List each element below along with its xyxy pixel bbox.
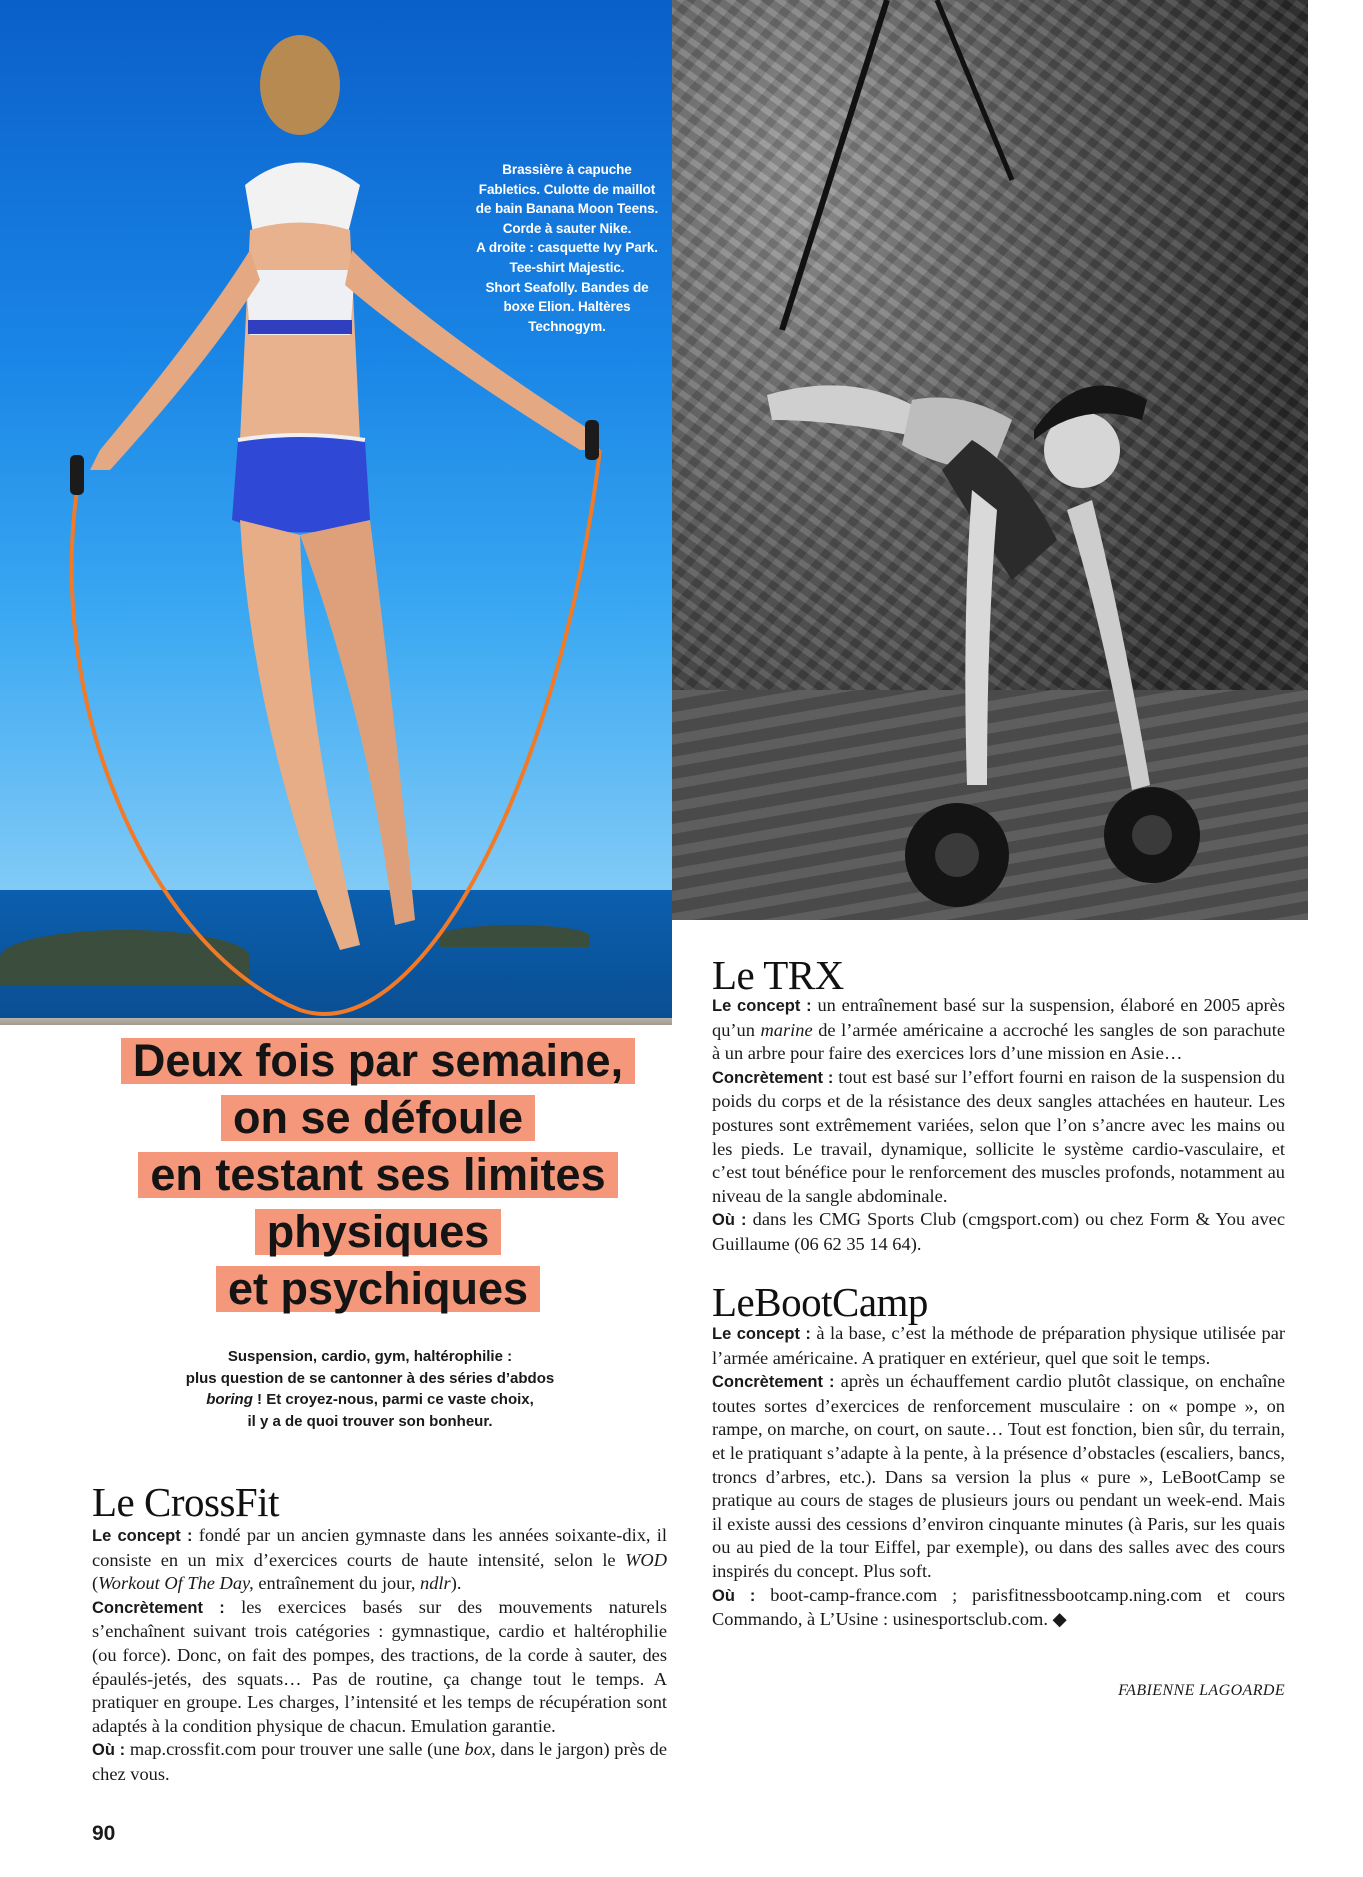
ou-label: Où :: [712, 1586, 756, 1605]
trx-concretement: [712, 1066, 1285, 1209]
intro-line: Suspension, cardio, gym, haltérophilie :: [227, 1348, 513, 1365]
crossfit-ou: [92, 1738, 667, 1786]
concept-text: à la base, c’est la méthode de préparation physique utilisée par l’armée américaine. A pratiquer en extérieur, quel que soit le temps.: [712, 1323, 1285, 1368]
concept-italic: WOD: [625, 1549, 667, 1570]
ou-text: dans les CMG Sports Club (cmgsport.com) ou chez Form & You avec Guillaume (06 62 35 14 64).: [712, 1209, 1285, 1254]
concretement-text: les exercices basés sur des mouvements naturels s’enchaînent suivant trois catégories : gymnastique, cardio et haltérophilie (ou force). Donc, on fait des pompes, des tractions, de la corde à sauter, des épaulés-jetés, des squats… Pas de routine, ça change tout le temps. A pratiquer en groupe. Les charges, l’intensité et les temps de récupération sont adaptés à la condition physique de chacun. Emulation garantie.: [92, 1596, 667, 1736]
caption-line: A droite : casquette Ivy Park.: [476, 240, 658, 256]
crossfit-title: Le CrossFit: [92, 1479, 279, 1525]
crossfit-concretement: [92, 1596, 667, 1739]
bootcamp-concept: [712, 1322, 1285, 1370]
ou-text: boot-camp-france.com ; parisfitnessbootcamp.ning.com et cours Commando, à L’Usine : usinesportsclub.com. ◆: [712, 1584, 1285, 1630]
concretement-text: après un échauffement cardio plutôt classique, on enchaîne toutes sortes d’exercices de renforcement musculaire : on « pompe », on rampe, on marche, on court, on saute… Tout est fonction, bien sûr, du terrain, et le pratiquant s’adapte à la pente, à la présence d’obstacles (escaliers, bancs, troncs d’arbres, etc.). Dans sa version la plus « pure », LeBootCamp se pratique au cours de stages de plusieurs jours ou pendant un week-end. Mais il existe aussi des cessions d’environ cinquante minutes (à Paris, sur les quais ou au pied de la tour Eiffel, par exemple), ou dans des salles avec des cours inspirés du concept. Plus soft.: [712, 1371, 1285, 1581]
concretement-label: Concrètement :: [712, 1068, 834, 1087]
ou-italic: box,: [464, 1739, 496, 1760]
caption-line: Technogym.: [528, 318, 606, 334]
woman-jumping-rope-illustration: [0, 0, 672, 1025]
concept-italic: ndlr: [420, 1573, 451, 1594]
page-number: 90: [92, 1822, 116, 1845]
concretement-label: Concrètement :: [712, 1373, 835, 1392]
woman-trx-illustration: [672, 0, 1308, 920]
headline-line: on se défoule: [221, 1095, 535, 1141]
bootcamp-title: LeBootCamp: [712, 1279, 928, 1325]
photo-caption: [468, 160, 666, 336]
ou-text: dans le jargon) près de chez vous.: [92, 1739, 667, 1784]
author-signature: FABIENNE LAGOARDE: [1118, 1682, 1285, 1699]
bootcamp-concretement: [712, 1370, 1285, 1583]
intro-line: plus question de se cantonner à des séries d’abdos: [185, 1369, 555, 1387]
jump-rope-photo: [0, 0, 672, 1025]
headline-line: en testant ses limites: [138, 1152, 617, 1198]
intro-italic-word: boring: [206, 1391, 253, 1408]
concept-text: un entraînement basé sur la suspension, élaboré en 2005 après qu’un: [712, 995, 1285, 1040]
ou-label: Où :: [92, 1741, 126, 1760]
concept-label: Le concept :: [712, 997, 812, 1015]
headline: [88, 1035, 668, 1323]
crossfit-body: [92, 1524, 667, 1787]
caption-line: boxe Elion. Haltères: [503, 299, 631, 315]
intro-line: il y a de quoi trouver son bonheur.: [247, 1412, 493, 1430]
concept-label: Le concept :: [712, 1325, 811, 1343]
trx-body: [712, 994, 1285, 1257]
concept-italic: Workout Of The Day,: [98, 1573, 254, 1594]
caption-line: de bain Banana Moon Teens.: [475, 201, 659, 217]
concept-text: fondé par un ancien gymnaste dans les années soixante-dix, il consiste en un mix d’exercices courts de haute intensité, selon le: [92, 1525, 667, 1570]
trx-photo: [672, 0, 1308, 920]
caption-line: Fabletics. Culotte de maillot: [478, 181, 656, 197]
bootcamp-ou: [712, 1584, 1285, 1632]
concept-text: (: [92, 1573, 99, 1594]
concept-label: Le concept :: [92, 1527, 193, 1545]
caption-line: Brassière à capuche: [502, 162, 632, 177]
trx-title: Le TRX: [712, 952, 844, 998]
bootcamp-body: [712, 1322, 1285, 1632]
concretement-label: Concrètement :: [92, 1598, 225, 1617]
headline-line: Deux fois par semaine,: [121, 1038, 635, 1084]
crossfit-concept: [92, 1524, 667, 1596]
intro-line: [150, 1389, 590, 1411]
caption-line: Corde à sauter Nike.: [502, 220, 632, 236]
concept-italic: marine: [760, 1019, 813, 1040]
ou-label: Où :: [712, 1211, 747, 1230]
caption-line: Tee-shirt Majestic.: [509, 259, 625, 275]
intro-line-rest: ! Et croyez-nous, parmi ce vaste choix,: [252, 1391, 534, 1408]
headline-line: et psychiques: [216, 1266, 540, 1312]
trx-concept: [712, 994, 1285, 1066]
trx-ou: [712, 1208, 1285, 1256]
headline-line: physiques: [255, 1209, 502, 1255]
ou-text: map.crossfit.com pour trouver une salle (une: [125, 1739, 465, 1760]
concept-text: ).: [450, 1573, 462, 1594]
caption-line: Short Seafolly. Bandes de: [485, 279, 649, 295]
concept-text: de l’armée américaine a accroché les sangles de son parachute à un arbre pour faire des exercices lors d’une mission en Asie…: [712, 1019, 1286, 1064]
concretement-text: tout est basé sur l’effort fourni en raison de la suspension du poids du corps et de la résistance des deux sangles attachées en hauteur. Les postures sont extrêmement variées, selon que l’on s’ancre avec les mains ou les pieds. Le travail, dynamique, sollicite le système cardio-vasculaire, et c’est tout bénéfice pour le renforcement des muscles profonds, notamment au niveau de la sangle abdominale.: [712, 1066, 1285, 1206]
concept-text: entraînement du jour,: [253, 1573, 421, 1594]
intro-paragraph: [150, 1346, 590, 1432]
